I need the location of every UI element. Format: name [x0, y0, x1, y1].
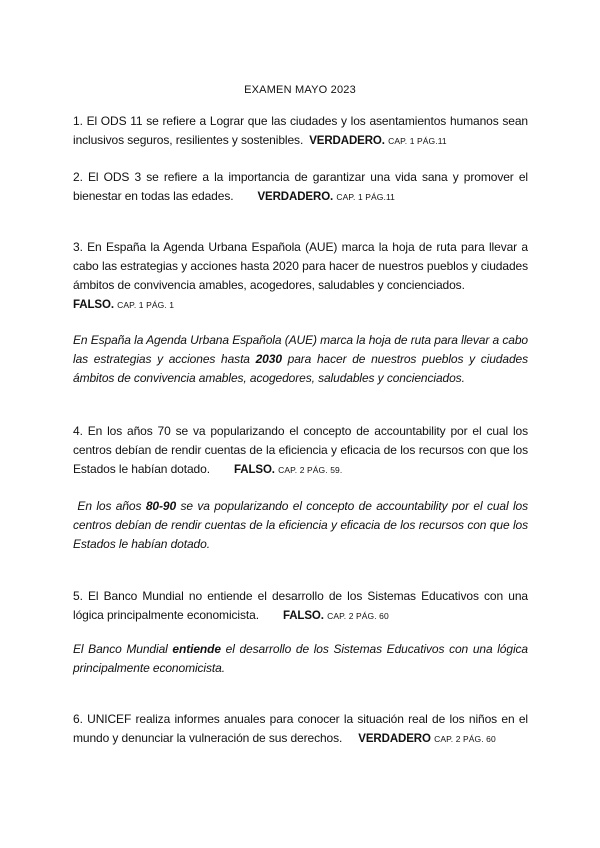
question-4 [73, 422, 528, 480]
correction-highlight: entiende [172, 642, 221, 656]
correction-text: En España la Agenda Urbana Española (AUE) marca la hoja de ruta para llevar a cabo las estrategias y acciones hasta [73, 333, 528, 366]
question-2 [73, 168, 528, 207]
verdict-label: VERDADERO. [309, 135, 385, 147]
correction-text: El Banco Mundial [73, 642, 173, 656]
question-5 [73, 587, 528, 626]
chapter-page-reference: CAP. 1 PÁG. 1 [117, 300, 175, 310]
question-text: 3. En España la Agenda Urbana Española (AUE) marca la hoja de ruta para llevar a cabo las estrategias y acciones hasta 2020 para hacer de nuestros pueblos y ciudades ámbitos de convivencia amables, acogedores, saludables y concienciados. [73, 240, 528, 292]
verdict-label: FALSO. [282, 610, 324, 622]
correction-text: En los años [77, 499, 146, 513]
chapter-page-reference: CAP. 1 PÁG.11 [336, 192, 396, 202]
correction-highlight: 80-90 [145, 499, 177, 513]
verdict-label: FALSO. [73, 299, 114, 311]
correction-5 [73, 640, 528, 678]
chapter-page-reference: CAP. 2 PÁG. 60 [327, 611, 389, 621]
question-text: 5. El Banco Mundial no entiende el desarrollo de los Sistemas Educativos con una lógica principalmente economicista. [73, 589, 528, 622]
correction-text: se va popularizando el concepto de accountability por el cual los centros debían de rendir cuentas de la eficiencia y eficacia de los recursos con que los Estados le habían dotado. [73, 499, 529, 551]
question-text: 6. UNICEF realiza informes anuales para conocer la situación real de los niños en el mundo y denunciar la vulneración de sus derechos. [73, 712, 528, 745]
chapter-page-reference: CAP. 2 PÁG. 59. [278, 465, 343, 475]
correction-text: el desarrollo de los Sistemas Educativos con una lógica principalmente economicista. [73, 642, 528, 675]
correction-text: para hacer de nuestros pueblos y ciudades ámbitos de convivencia amables, acogedores, saludables y concienciados. [73, 352, 528, 385]
verdict-label: VERDADERO. [257, 191, 334, 203]
question-text: 2. El ODS 3 se refiere a la importancia de garantizar una vida sana y promover el bienestar en todas las edades. [73, 170, 528, 203]
question-text: 1. El ODS 11 se refiere a Lograr que las ciudades y los asentamientos humanos sean inclusivos seguros, resilientes y sostenibles. [73, 114, 528, 147]
question-6 [73, 710, 528, 749]
question-1 [73, 112, 528, 151]
document-title: EXAMEN MAYO 2023 [244, 84, 356, 96]
correction-4 [73, 497, 528, 554]
correction-highlight: 2030 [255, 352, 282, 366]
question-3 [73, 238, 528, 315]
chapter-page-reference: CAP. 2 PÁG. 60 [434, 734, 496, 744]
verdict-label: VERDADERO [358, 733, 431, 745]
verdict-label: FALSO. [233, 464, 275, 476]
correction-3 [73, 331, 528, 388]
question-text: 4. En los años 70 se va popularizando el concepto de accountability por el cual los centros debían de rendir cuentas de la eficiencia y eficacia de los recursos con que los Estados le habían dotado. [73, 424, 528, 476]
chapter-page-reference: CAP. 1 PÁG.11 [388, 136, 447, 146]
